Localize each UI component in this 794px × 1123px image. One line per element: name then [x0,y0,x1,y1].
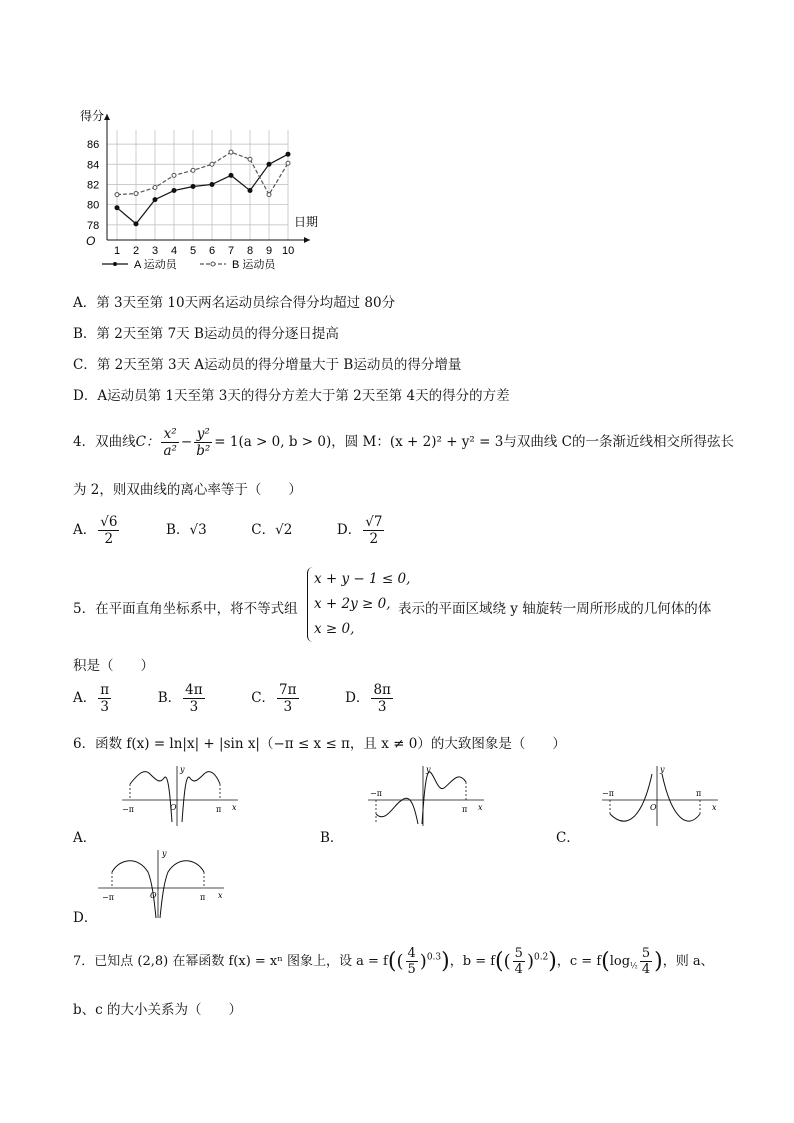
q5-option-b-den: 3 [189,699,199,715]
data-point-a [134,222,138,226]
y-tick-label: 84 [87,159,100,172]
q5-ineq-3: x ≥ 0, [314,621,355,637]
q4-option-a-num: √6 [100,514,118,530]
x-tick-label: 4 [171,245,178,257]
q7-b-part: ，b = f [449,954,496,969]
q6-a-y: y [180,765,185,774]
q7-stem-line1: 7．已知点 (2,8) 在幂函数 f(x) = xⁿ 图象上，设 a = f(( $\frac{4}{5}$ )$^{0.3}$)，b = f(( $\frac{5}{4}$ )$^{0.2}$)，$c = f(\log_{\frac{1}{2}}$ $\frac{5}{4}$ )，则 a、 [73,946,714,977]
data-point-b [172,173,176,177]
series-line-a [117,154,288,224]
q4-option-c: C．√2 [251,522,293,538]
q4-frac-y [194,426,212,459]
q6-a-x: x [232,803,237,812]
q6-a-o: O [170,803,177,812]
q7-exp-1: 0.3 [426,952,442,963]
q7-stem-a: 7．已知点 (2,8) 在幂函数 f(x) = xⁿ 图象上，设 a = f [73,954,388,969]
q5-stem-line2: 积是（ ） [73,658,154,674]
q7-stem-line2: b、c 的大小关系为（ ） [73,1002,242,1018]
origin-label: O [86,234,96,248]
q4-option-d-den: 2 [369,531,379,547]
q5-suffix: 表示的平面区域绕 y 轴旋转一周所形成的几何体的体 [398,601,712,617]
q6-b-pi: π [462,805,468,814]
q5-option-d-label: D． [345,690,370,706]
q7-frac-1-den: 5 [407,962,416,977]
data-point-b [115,193,119,197]
data-point-b [134,192,138,196]
q4-frac-x-num: x² [161,426,178,443]
q5-option-a [98,682,111,715]
q7-frac-3-num: 5 [641,946,651,961]
data-point-a [210,182,214,186]
q6-d-x: x [218,891,223,900]
q6-b-x: x [478,803,483,812]
q4-option-a [98,514,119,547]
q4-minus: − [180,434,193,450]
q4-options [73,514,386,547]
q6-option-a-label: A． [73,830,97,846]
data-point-b [286,161,290,165]
x-axis-label: 日期 [294,215,319,229]
x-tick-label: 3 [152,245,159,257]
q6-d-o: O [150,891,157,900]
x-tick-label: 5 [190,245,197,257]
data-point-b [191,168,195,172]
q5-options [73,682,395,715]
q5-ineq-2: x + 2y ≥ 0, [314,596,391,612]
q6-c-o: O [650,803,657,812]
data-point-b [210,162,214,166]
q5-option-c-den: 3 [283,699,293,715]
q6-c-neg-pi: −π [602,789,614,798]
q5-option-b-num: 4π [185,682,203,698]
data-point-a [191,184,195,188]
q5-option-b [183,682,204,715]
q3-option-a: A．第 3天至第 10天两名运动员综合得分均超过 80分 [73,295,396,311]
q5-option-a-den: 3 [100,699,109,715]
legend-marker-a [113,262,117,266]
q7-frac-1-num: 4 [407,946,416,961]
x-tick-label: 1 [114,245,121,257]
x-axis-arrow [304,237,310,243]
q6-c-pi: π [696,789,702,798]
legend-marker-b [211,262,215,266]
q6-option-d-label: D． [73,910,98,926]
y-axis-label: 得分 [80,109,105,123]
q7-c-part: ，c = f [556,954,602,969]
legend-label-b: B 运动员 [232,259,276,271]
x-tick-label: 6 [209,245,216,257]
q7-frac-2-den: 4 [514,962,523,977]
legend-label-a: A 运动员 [134,259,177,271]
q4-curve-name: C： [135,434,160,450]
q4-option-a-den: 2 [104,531,114,547]
q6-graph-b [366,764,486,828]
q4-option-d [363,514,384,547]
y-tick-label: 78 [87,219,100,232]
q4-frac-y-num: y² [194,426,212,443]
q4-option-b: B．√3 [166,522,207,538]
q6-d-neg-pi: −π [102,893,114,902]
q3-option-c: C．第 2天至第 3天 A运动员的得分增量大于 B运动员的得分增量 [73,357,462,373]
data-point-b [153,186,157,190]
q5-ineq-1: x + y − 1 ≤ 0, [314,571,411,587]
data-point-a [172,189,176,193]
q5-option-b-label: B． [157,690,182,706]
y-tick-label: 80 [87,199,100,212]
q6-b-y: y [426,765,431,774]
q5-inequality-system [307,567,410,642]
q7-frac-2 [513,946,525,977]
q4-frac-y-den: b² [196,443,211,459]
score-line-chart [70,100,320,280]
q3-option-b: B．第 2天至第 7天 B运动员的得分逐日提高 [73,326,339,342]
q6-graph-a [120,764,240,828]
q7-log-base: ½ [630,961,638,971]
q7-frac-1 [406,946,418,977]
q4-stem-rest: = 1(a > 0, b > 0)，圆 M：(x + 2)² + y² = 3与双曲线 C的一条渐近线相交所得弦长 [214,434,734,450]
data-point-b [229,150,233,154]
x-tick-label: 8 [247,245,254,257]
q5-option-a-num: π [100,682,110,698]
q7-frac-2-num: 5 [514,946,523,961]
q7-frac-3 [640,946,652,977]
data-point-a [286,152,290,156]
q7-log: log [609,954,631,969]
data-point-a [115,206,119,210]
q5-option-d-num: 8π [373,682,391,698]
data-point-a [248,189,252,193]
q6-option-b-label: B． [320,830,344,846]
q7-exp-2: 0.2 [533,952,549,963]
q6-graph-c [600,764,720,828]
q6-c-x: x [712,803,717,812]
data-point-a [267,162,271,166]
q5-option-c-num: 7π [279,682,297,698]
q6-d-y: y [162,849,167,858]
q4-frac-x-den: a² [163,443,177,459]
x-tick-label: 9 [266,245,273,257]
q4-stem-line2: 为 2，则双曲线的离心率等于（ ） [73,482,302,498]
q6-graph-d [96,848,226,920]
data-point-b [248,157,252,161]
data-point-b [267,193,271,197]
q6-stem: 6．函数 f(x) = ln|x| + |sin x|（−π ≤ x ≤ π，且 x ≠ 0）的大致图象是（ ） [73,736,566,752]
q4-option-d-num: √7 [365,514,383,530]
y-tick-label: 86 [87,139,100,152]
x-tick-label: 2 [133,245,140,257]
q6-a-pi: π [216,805,222,814]
q4-option-a-label: A． [73,522,97,538]
q4-frac-x [161,426,178,459]
data-point-a [153,198,157,202]
q7-frac-3-den: 4 [641,962,651,977]
q5-prefix: 5．在平面直角坐标系中，将不等式组 [73,601,298,617]
x-tick-label: 10 [282,245,295,257]
q3-option-d: D．A运动员第 1天至第 3天的得分方差大于第 2天至第 4天的得分的方差 [73,388,510,404]
q4-label: 4．双曲线 [73,434,136,450]
x-tick-label: 7 [228,245,235,257]
q4-option-d-label: D． [336,522,362,538]
q6-b-neg-pi: −π [370,789,382,798]
y-axis-arrow [104,114,110,120]
q5-option-d [371,682,392,715]
q5-option-c-label: C． [251,690,276,706]
data-point-a [229,173,233,177]
q6-option-c-label: C． [556,830,580,846]
q4-stem-line1 [73,426,734,459]
q7-tail: ，则 a、 [662,954,714,969]
q6-d-pi: π [200,893,206,902]
q5-option-d-den: 3 [377,699,387,715]
q6-c-y: y [660,765,665,774]
q6-a-neg-pi: −π [122,805,134,814]
q5-option-a-label: A． [73,690,97,706]
y-tick-label: 82 [87,179,100,192]
q5-option-c [277,682,298,715]
